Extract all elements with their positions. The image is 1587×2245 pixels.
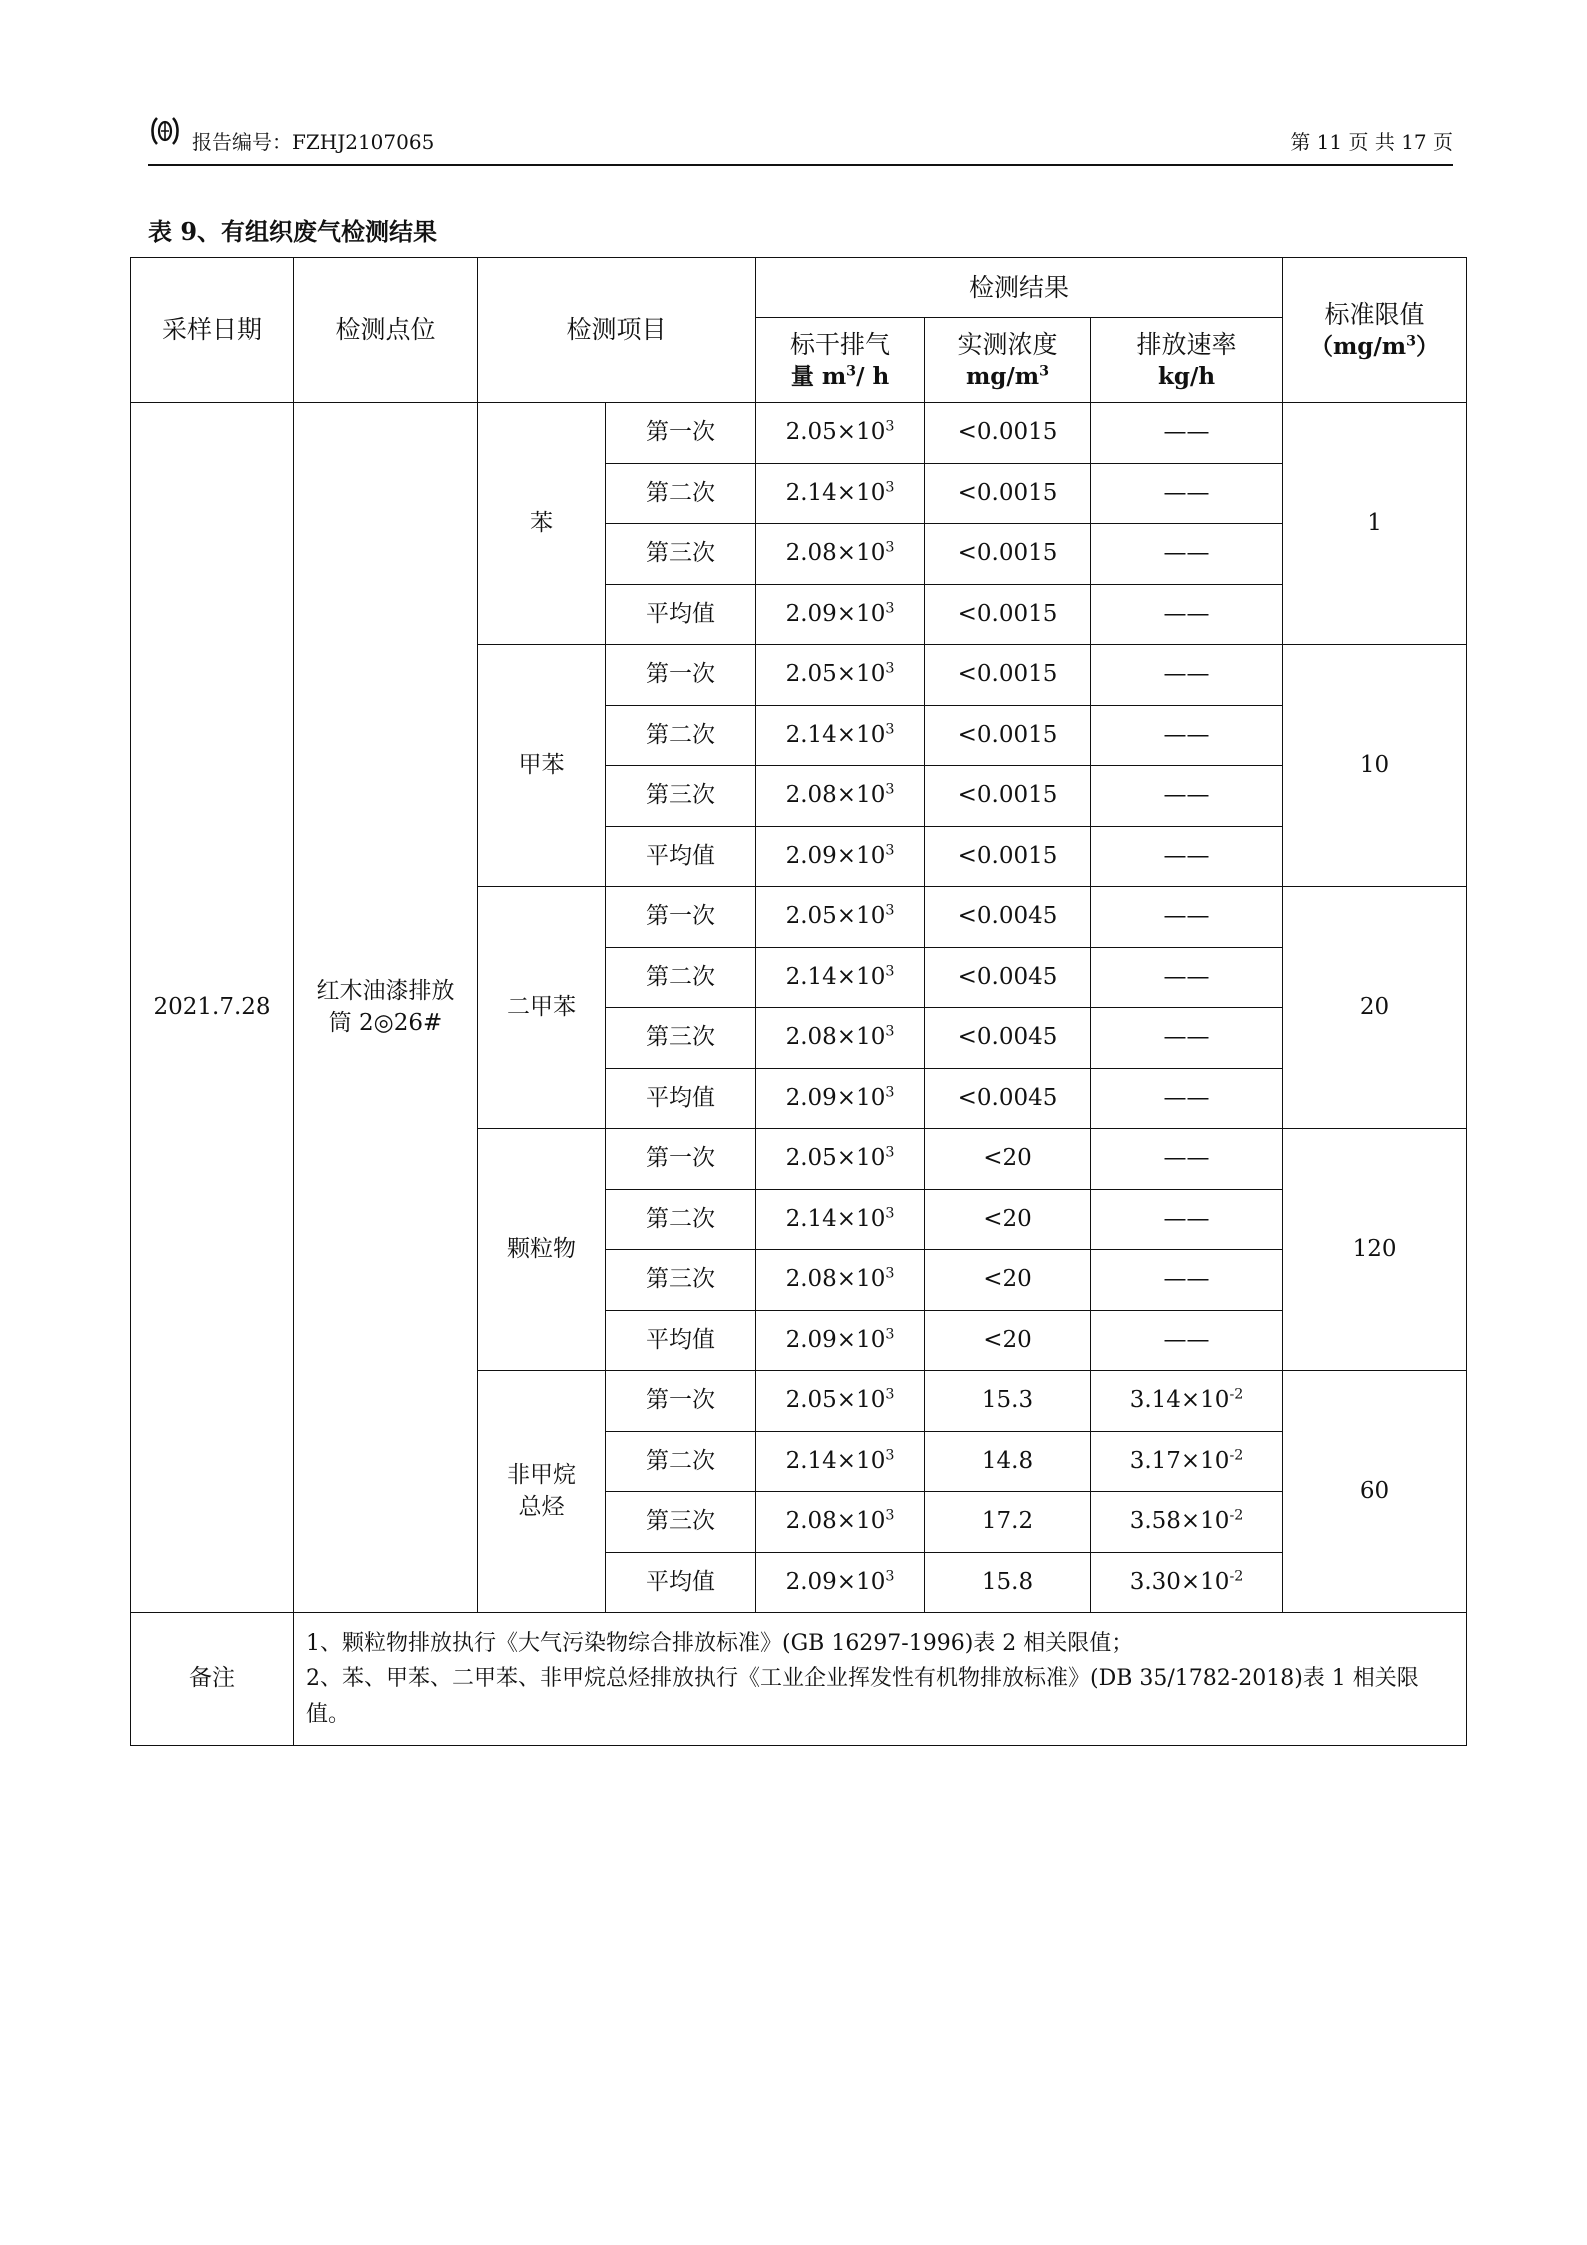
concentration-value: <20 (925, 1310, 1091, 1371)
rate-base: 3.14×10 (1129, 1387, 1230, 1414)
header-point: 检测点位 (294, 258, 478, 403)
flow-value (756, 645, 925, 706)
concentration-value: <20 (925, 1129, 1091, 1190)
standard-limit: 20 (1283, 887, 1467, 1129)
rate-exponent: -2 (1229, 1568, 1244, 1585)
sample-label: 第三次 (606, 1008, 756, 1069)
flow-exponent: 3 (885, 1144, 895, 1161)
flow-value (756, 1371, 925, 1432)
pollutant-name (478, 1129, 606, 1371)
concentration-value: <0.0015 (925, 403, 1091, 464)
concentration-value: <0.0015 (925, 645, 1091, 706)
rate-name: 排放速率 (1136, 329, 1237, 359)
rate-value (1091, 463, 1283, 524)
page-number: 第 11 页 共 17 页 (1290, 130, 1453, 154)
header-conc (925, 318, 1091, 403)
sample-label: 第二次 (606, 1189, 756, 1250)
rate-unit: kg/h (1157, 363, 1216, 391)
rate-exponent: -2 (1229, 1447, 1244, 1464)
flow-exponent: 3 (885, 479, 895, 496)
flow-value (756, 766, 925, 827)
flow-exponent: 3 (885, 418, 895, 435)
sample-label: 平均值 (606, 1068, 756, 1129)
concentration-value: <0.0015 (925, 705, 1091, 766)
standard-limit: 120 (1283, 1129, 1467, 1371)
rate-base: —— (1163, 963, 1210, 990)
concentration-value: <0.0015 (925, 584, 1091, 645)
flow-exponent: 3 (885, 963, 895, 980)
rate-value (1091, 403, 1283, 464)
sampling-point (294, 403, 478, 1613)
flow-unit: 量 $m^3/$ h (790, 363, 890, 391)
concentration-value: <0.0045 (925, 1068, 1091, 1129)
rate-value (1091, 1371, 1283, 1432)
limit-name: 标准限值 (1324, 299, 1425, 329)
flow-value (756, 584, 925, 645)
rate-value (1091, 1492, 1283, 1553)
flow-value (756, 826, 925, 887)
header-date: 采样日期 (131, 258, 294, 403)
flow-value (756, 463, 925, 524)
flow-exponent: 3 (885, 902, 895, 919)
flow-exponent: 3 (885, 1326, 895, 1343)
flow-exponent: 3 (885, 1205, 895, 1222)
sample-label: 第二次 (606, 947, 756, 1008)
sample-label: 第一次 (606, 887, 756, 948)
flow-exponent: 3 (885, 1507, 895, 1524)
concentration-value: <0.0045 (925, 887, 1091, 948)
concentration-value: <0.0015 (925, 524, 1091, 585)
flow-base: 2.14×10 (785, 1205, 886, 1232)
notes-label: 备注 (131, 1613, 294, 1746)
concentration-value: 15.3 (925, 1371, 1091, 1432)
concentration-value: 15.8 (925, 1552, 1091, 1613)
flow-exponent: 3 (885, 600, 895, 617)
rate-base: —— (1163, 1145, 1210, 1172)
standard-limit: 10 (1283, 645, 1467, 887)
sample-label: 平均值 (606, 584, 756, 645)
flow-base: 2.09×10 (785, 600, 886, 627)
rate-base: —— (1163, 1266, 1210, 1293)
flow-exponent: 3 (885, 721, 895, 738)
page-header (148, 112, 1453, 166)
rate-value (1091, 1552, 1283, 1613)
flow-base: 2.08×10 (785, 782, 886, 809)
pollutant-name-text: 甲苯 (518, 751, 565, 778)
flow-value (756, 403, 925, 464)
flow-base: 2.08×10 (785, 1266, 886, 1293)
sample-label: 第一次 (606, 403, 756, 464)
notes-row (131, 1613, 1467, 1746)
notes-text (294, 1613, 1467, 1746)
sample-label: 第三次 (606, 1492, 756, 1553)
flow-value (756, 1250, 925, 1311)
limit-unit: $(mg/m^3)$ (1309, 333, 1440, 361)
flow-exponent: 3 (885, 1023, 895, 1040)
flow-exponent: 3 (885, 1084, 895, 1101)
rate-value (1091, 826, 1283, 887)
concentration-value: 14.8 (925, 1431, 1091, 1492)
pollutant-name-text: 颗粒物 (507, 1235, 576, 1262)
rate-base: 3.17×10 (1129, 1447, 1230, 1474)
pollutant-name (478, 403, 606, 645)
rate-value (1091, 645, 1283, 706)
flow-exponent: 3 (885, 781, 895, 798)
concentration-value: 17.2 (925, 1492, 1091, 1553)
note-line-2: 2、苯、甲苯、二甲苯、非甲烷总烃排放执行《工业企业挥发性有机物排放标准》(DB 35/1782-2018)表 1 相关限值。 (306, 1666, 1419, 1727)
rate-base: —— (1163, 540, 1210, 567)
rate-base: —— (1163, 1205, 1210, 1232)
flow-base: 2.09×10 (785, 1568, 886, 1595)
rate-base: —— (1163, 721, 1210, 748)
flow-base: 2.08×10 (785, 540, 886, 567)
rate-base: —— (1163, 1084, 1210, 1111)
flow-exponent: 3 (885, 1265, 895, 1282)
flow-value (756, 524, 925, 585)
standard-limit: 60 (1283, 1371, 1467, 1613)
flow-exponent: 3 (885, 1568, 895, 1585)
sample-label: 第三次 (606, 766, 756, 827)
pollutant-name-text: 二甲苯 (507, 993, 576, 1020)
rate-value (1091, 1189, 1283, 1250)
flow-base: 2.05×10 (785, 419, 886, 446)
flow-exponent: 3 (885, 1386, 895, 1403)
pollutant-name-text: 非甲烷总烃 (507, 1462, 576, 1520)
rate-base: 3.58×10 (1129, 1508, 1230, 1535)
concentration-value: <0.0015 (925, 826, 1091, 887)
flow-base: 2.09×10 (785, 1326, 886, 1353)
flow-exponent: 3 (885, 539, 895, 556)
table-row (131, 403, 1467, 464)
rate-exponent: -2 (1229, 1507, 1244, 1524)
rate-value (1091, 1310, 1283, 1371)
header-row (131, 258, 1467, 318)
flow-value (756, 1068, 925, 1129)
rate-base: —— (1163, 479, 1210, 506)
sampling-date: 2021.7.28 (131, 403, 294, 1613)
sample-label: 第二次 (606, 705, 756, 766)
concentration-value: <0.0015 (925, 463, 1091, 524)
flow-base: 2.05×10 (785, 661, 886, 688)
flow-exponent: 3 (885, 1447, 895, 1464)
flow-base: 2.05×10 (785, 1387, 886, 1414)
sampling-point-text: 红木油漆排放筒 2◎26# (316, 978, 455, 1036)
rate-value (1091, 766, 1283, 827)
company-logo-icon (148, 114, 182, 148)
flow-base: 2.14×10 (785, 479, 886, 506)
rate-value (1091, 584, 1283, 645)
header-flow (756, 318, 925, 403)
rate-value (1091, 1068, 1283, 1129)
rate-value (1091, 705, 1283, 766)
pollutant-name (478, 887, 606, 1129)
sample-label: 第三次 (606, 1250, 756, 1311)
flow-value (756, 1492, 925, 1553)
rate-value (1091, 1431, 1283, 1492)
standard-limit: 1 (1283, 403, 1467, 645)
concentration-value: <20 (925, 1189, 1091, 1250)
sample-label: 第二次 (606, 1431, 756, 1492)
rate-base: —— (1163, 419, 1210, 446)
pollutant-name-text: 苯 (530, 509, 553, 536)
flow-base: 2.09×10 (785, 842, 886, 869)
sample-label: 第二次 (606, 463, 756, 524)
rate-base: —— (1163, 842, 1210, 869)
sample-label: 第一次 (606, 1371, 756, 1432)
note-line-1: 1、颗粒物排放执行《大气污染物综合排放标准》(GB 16297-1996)表 2 相关限值； (306, 1631, 1134, 1657)
flow-base: 2.08×10 (785, 1024, 886, 1051)
sample-label: 平均值 (606, 826, 756, 887)
pollutant-name (478, 645, 606, 887)
rate-base: —— (1163, 1024, 1210, 1051)
flow-base: 2.14×10 (785, 963, 886, 990)
sample-label: 平均值 (606, 1552, 756, 1613)
rate-value (1091, 947, 1283, 1008)
rate-value (1091, 1129, 1283, 1190)
flow-value (756, 1129, 925, 1190)
rate-value (1091, 1008, 1283, 1069)
conc-unit: $mg/m^3$ (965, 363, 1050, 391)
header-limit (1283, 258, 1467, 403)
flow-value (756, 887, 925, 948)
flow-base: 2.14×10 (785, 1447, 886, 1474)
concentration-value: <0.0045 (925, 1008, 1091, 1069)
rate-base: —— (1163, 782, 1210, 809)
flow-base: 2.08×10 (785, 1508, 886, 1535)
rate-value (1091, 524, 1283, 585)
rate-base: —— (1163, 1326, 1210, 1353)
sample-label: 平均值 (606, 1310, 756, 1371)
flow-value (756, 1008, 925, 1069)
flow-exponent: 3 (885, 842, 895, 859)
concentration-value: <0.0015 (925, 766, 1091, 827)
sample-label: 第一次 (606, 1129, 756, 1190)
flow-base: 2.05×10 (785, 903, 886, 930)
rate-base: —— (1163, 600, 1210, 627)
rate-base: 3.30×10 (1129, 1568, 1230, 1595)
flow-base: 2.09×10 (785, 1084, 886, 1111)
flow-value (756, 1189, 925, 1250)
rate-base: —— (1163, 903, 1210, 930)
header-rate (1091, 318, 1283, 403)
conc-name: 实测浓度 (957, 329, 1058, 359)
flow-value (756, 1310, 925, 1371)
rate-value (1091, 887, 1283, 948)
flow-value (756, 1431, 925, 1492)
flow-value (756, 1552, 925, 1613)
flow-value (756, 705, 925, 766)
header-results: 检测结果 (756, 258, 1283, 318)
header-item: 检测项目 (478, 258, 756, 403)
report-number: 报告编号：FZHJ2107065 (192, 130, 435, 154)
flow-exponent: 3 (885, 660, 895, 677)
rate-value (1091, 1250, 1283, 1311)
sample-label: 第三次 (606, 524, 756, 585)
concentration-value: <20 (925, 1250, 1091, 1311)
flow-value (756, 947, 925, 1008)
flow-base: 2.05×10 (785, 1145, 886, 1172)
rate-base: —— (1163, 661, 1210, 688)
flow-base: 2.14×10 (785, 721, 886, 748)
sample-label: 第一次 (606, 645, 756, 706)
table-caption: 表 9、有组织废气检测结果 (148, 217, 438, 246)
results-table (130, 257, 1467, 1746)
concentration-value: <0.0045 (925, 947, 1091, 1008)
pollutant-name (478, 1371, 606, 1613)
rate-exponent: -2 (1229, 1386, 1244, 1403)
flow-name: 标干排气 (790, 329, 891, 359)
